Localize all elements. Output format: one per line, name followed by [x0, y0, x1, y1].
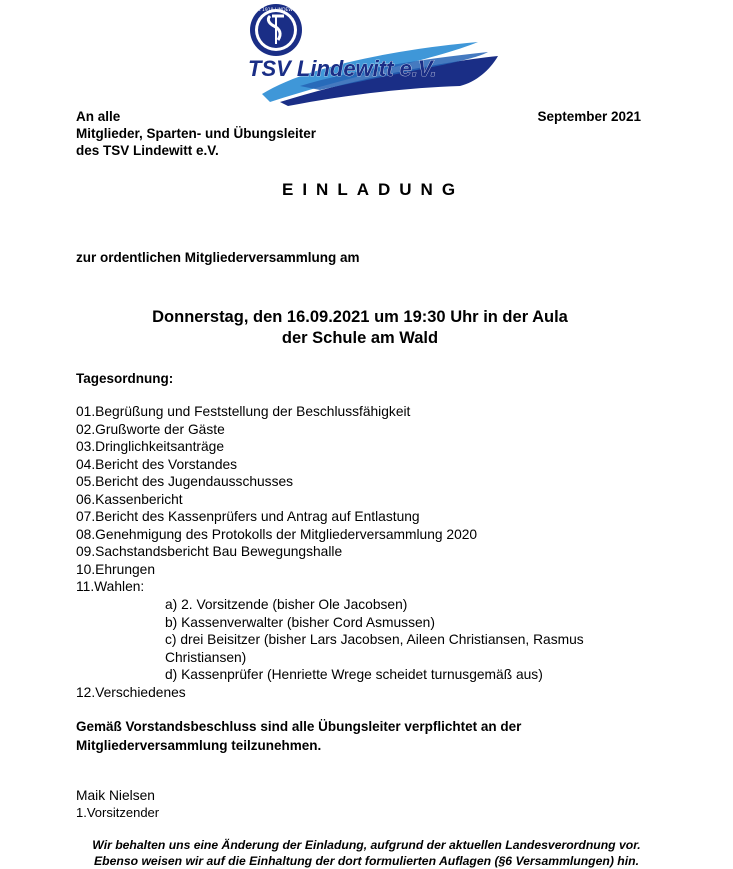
- agenda-item: 09.Sachstandsbericht Bau Bewegungshalle: [76, 544, 343, 559]
- recipient-line-2: Mitglieder, Sparten- und Übungsleiter: [76, 126, 317, 141]
- footer-line-2: Ebenso weisen wir auf die Einhaltung der dort formulierten Auflagen (§6 Versammlungen) hin.: [94, 854, 639, 868]
- recipient-block: [76, 108, 316, 159]
- agenda-item: 04.Bericht des Vorstandes: [76, 456, 238, 472]
- footer-line-1: Wir behalten uns eine Änderung der Einladung, aufgrund der aktuellen Landesverordnung vor.: [92, 838, 641, 852]
- election-item-d: d) Kassenprüfer (Henriette Wrege scheidet turnusgemäß aus): [165, 667, 543, 682]
- recipient-line-3: des TSV Lindewitt e.V.: [76, 143, 219, 158]
- footer-disclaimer: [0, 837, 733, 869]
- intro-line: zur ordentlichen Mitgliederversammlung am: [76, 250, 360, 265]
- signature-name: Maik Nielsen: [76, 788, 155, 803]
- event-details: [60, 307, 660, 349]
- agenda-item: 08.Genehmigung des Protokolls der Mitgliederversammlung 2020: [76, 526, 478, 542]
- signature-role: 1.Vorsitzender: [76, 805, 160, 820]
- agenda-item: 03.Dringlichkeitsanträge: [76, 439, 225, 454]
- agenda-item: 10.Ehrungen: [76, 561, 156, 577]
- seal-emblem: [250, 4, 302, 56]
- agenda-item: 01.Begrüßung und Feststellung der Beschlussfähigkeit: [76, 404, 411, 419]
- election-item-a: a) 2. Vorsitzende (bisher Ole Jacobsen): [165, 597, 408, 612]
- agenda-item: 02.Grußworte der Gäste: [76, 421, 225, 437]
- event-date-line: Donnerstag, den 16.09.2021 um 19:30 Uhr in der Aula: [152, 308, 568, 326]
- election-item-b: b) Kassenverwalter (bisher Cord Asmussen): [165, 614, 435, 630]
- recipient-line-1: An alle: [76, 109, 121, 124]
- agenda-heading: Tagesordnung:: [76, 371, 174, 386]
- agenda-item: 07.Bericht des Kassenprüfers und Antrag auf Entlastung: [76, 509, 420, 524]
- attendance-note: [76, 717, 521, 755]
- letter-date: September 2021: [537, 109, 641, 124]
- election-item-c: c) drei Beisitzer (bisher Lars Jacobsen, Aileen Christiansen, Rasmus: [165, 632, 584, 647]
- agenda-item-last: 12.Verschiedenes: [76, 684, 186, 700]
- agenda-item: 05.Bericht des Jugendausschusses: [76, 474, 294, 489]
- agenda-item: 11.Wahlen:: [76, 579, 145, 594]
- election-item-c-continued: Christiansen): [165, 649, 247, 665]
- document-title: EINLADUNG: [282, 180, 465, 199]
- event-location-line: der Schule am Wald: [281, 329, 439, 347]
- seal-text: seit 1919 LINDEWITT: [252, 8, 300, 13]
- logo-wordmark: TSV Lindewitt e.V.: [248, 56, 437, 81]
- agenda-item: 06.Kassenbericht: [76, 491, 183, 507]
- tsv-lindewitt-logo: [240, 2, 500, 106]
- attendance-note-line-1: Gemäß Vorstandsbeschluss sind alle Übungsleiter verpflichtet an der: [76, 719, 522, 734]
- attendance-note-line-2: Mitgliederversammlung teilzunehmen.: [76, 738, 322, 753]
- agenda-list: [76, 403, 477, 596]
